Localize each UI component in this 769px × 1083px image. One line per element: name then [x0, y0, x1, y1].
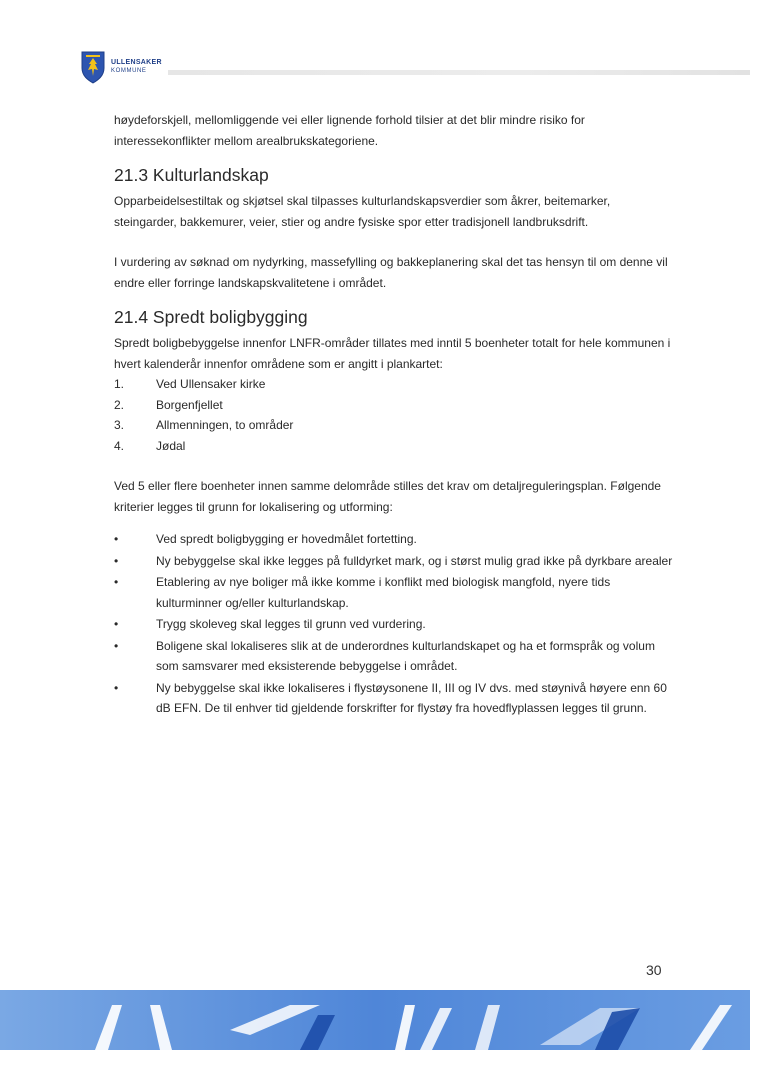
intro-paragraph: høydeforskjell, mellomliggende vei eller lignende forhold tilsier at det blir mindre risiko for interessekonflikter mellom arealbrukskategoriene.: [114, 113, 585, 148]
area-name: Allmenningen, to områder: [156, 418, 294, 432]
bullet-icon: •: [114, 575, 119, 589]
criteria-list-item: [114, 614, 674, 635]
heading-21-3: 21.3 Kulturlandskap: [114, 165, 269, 185]
header-rule: [168, 70, 750, 75]
area-list: [114, 374, 674, 456]
criteria-list: [114, 529, 674, 719]
brand-subtitle: KOMMUNE: [111, 68, 147, 74]
area-number: 3.: [114, 418, 125, 432]
kulturlandskap-paragraph-1: Opparbeidelsestiltak og skjøtsel skal tilpasses kulturlandskapsverdier som åkrer, beitemarker, steingarder, bakkemurer, veier, stier og andre fysiske spor etter tradisjonell landbruksdrift.: [114, 194, 611, 229]
area-number: 1.: [114, 377, 125, 391]
criteria-list-item: [114, 529, 674, 550]
brand-name: ULLENSAKER: [111, 59, 162, 66]
criteria-text: Boligene skal lokaliseres slik at de underordnes kulturlandskapet og ha et formspråk og volum som samsvarer med eksisterende bebyggelse i området.: [156, 638, 655, 673]
area-list-item: [114, 415, 674, 436]
area-list-item: [114, 374, 674, 395]
document-body: [114, 110, 674, 720]
page-number: 30: [646, 962, 662, 978]
page-header: [80, 50, 750, 86]
area-list-item: [114, 395, 674, 416]
bullet-icon: •: [114, 532, 119, 546]
criteria-list-item: [114, 678, 674, 719]
criteria-text: Ved spredt boligbygging er hovedmålet fortetting.: [156, 532, 417, 546]
kulturlandskap-paragraph-2: I vurdering av søknad om nydyrking, massefylling og bakkeplanering skal det tas hensyn til om denne vil endre eller forringe landskapskvalitetene i området.: [114, 255, 668, 290]
criteria-list-item: [114, 636, 674, 677]
bullet-icon: •: [114, 680, 119, 695]
bullet-icon: •: [114, 617, 119, 631]
criteria-list-item: [114, 572, 674, 613]
heading-21-4: 21.4 Spredt boligbygging: [114, 307, 308, 327]
criteria-text: Ny bebyggelse skal ikke legges på fulldyrket mark, og i størst mulig grad ikke på dyrkbare arealer: [156, 553, 673, 568]
spredt-boligbygging-paragraph-1: Spredt boligbebyggelse innenfor LNFR-områder tillates med inntil 5 boenheter totalt for hele kommunen i hvert kalenderår innenfor områdene som er angitt i plankartet:: [114, 336, 671, 371]
criteria-text: Trygg skoleveg skal legges til grunn ved vurdering.: [156, 617, 426, 631]
criteria-list-item: [114, 551, 674, 572]
criteria-text: Etablering av nye boliger må ikke komme i konflikt med biologisk mangfold, nyere tids kulturminner og/eller kulturlandskap.: [156, 575, 611, 610]
area-name: Jødal: [156, 438, 186, 453]
area-list-item: [114, 436, 674, 457]
spredt-boligbygging-paragraph-2: Ved 5 eller flere boenheter innen samme delområde stilles det krav om detaljreguleringsplan. Følgende kriterier legges til grunn for lokalisering og utforming:: [114, 479, 661, 514]
area-name: Borgenfjellet: [156, 397, 223, 412]
area-number: 4.: [114, 438, 125, 453]
municipal-crest-icon: [80, 50, 106, 84]
criteria-text: Ny bebyggelse skal ikke lokaliseres i flystøysonene II, III og IV dvs. med støynivå høyere enn 60 dB EFN. De til enhver tid gjeldende forskrifter for flystøy fra hovedflyplassen legges til grunn.: [156, 680, 667, 715]
bullet-icon: •: [114, 638, 119, 653]
footer-decorative-band: [0, 990, 750, 1050]
bullet-icon: •: [114, 553, 119, 568]
area-number: 2.: [114, 397, 125, 412]
area-name: Ved Ullensaker kirke: [156, 377, 266, 391]
brand-wordmark: [111, 59, 162, 74]
